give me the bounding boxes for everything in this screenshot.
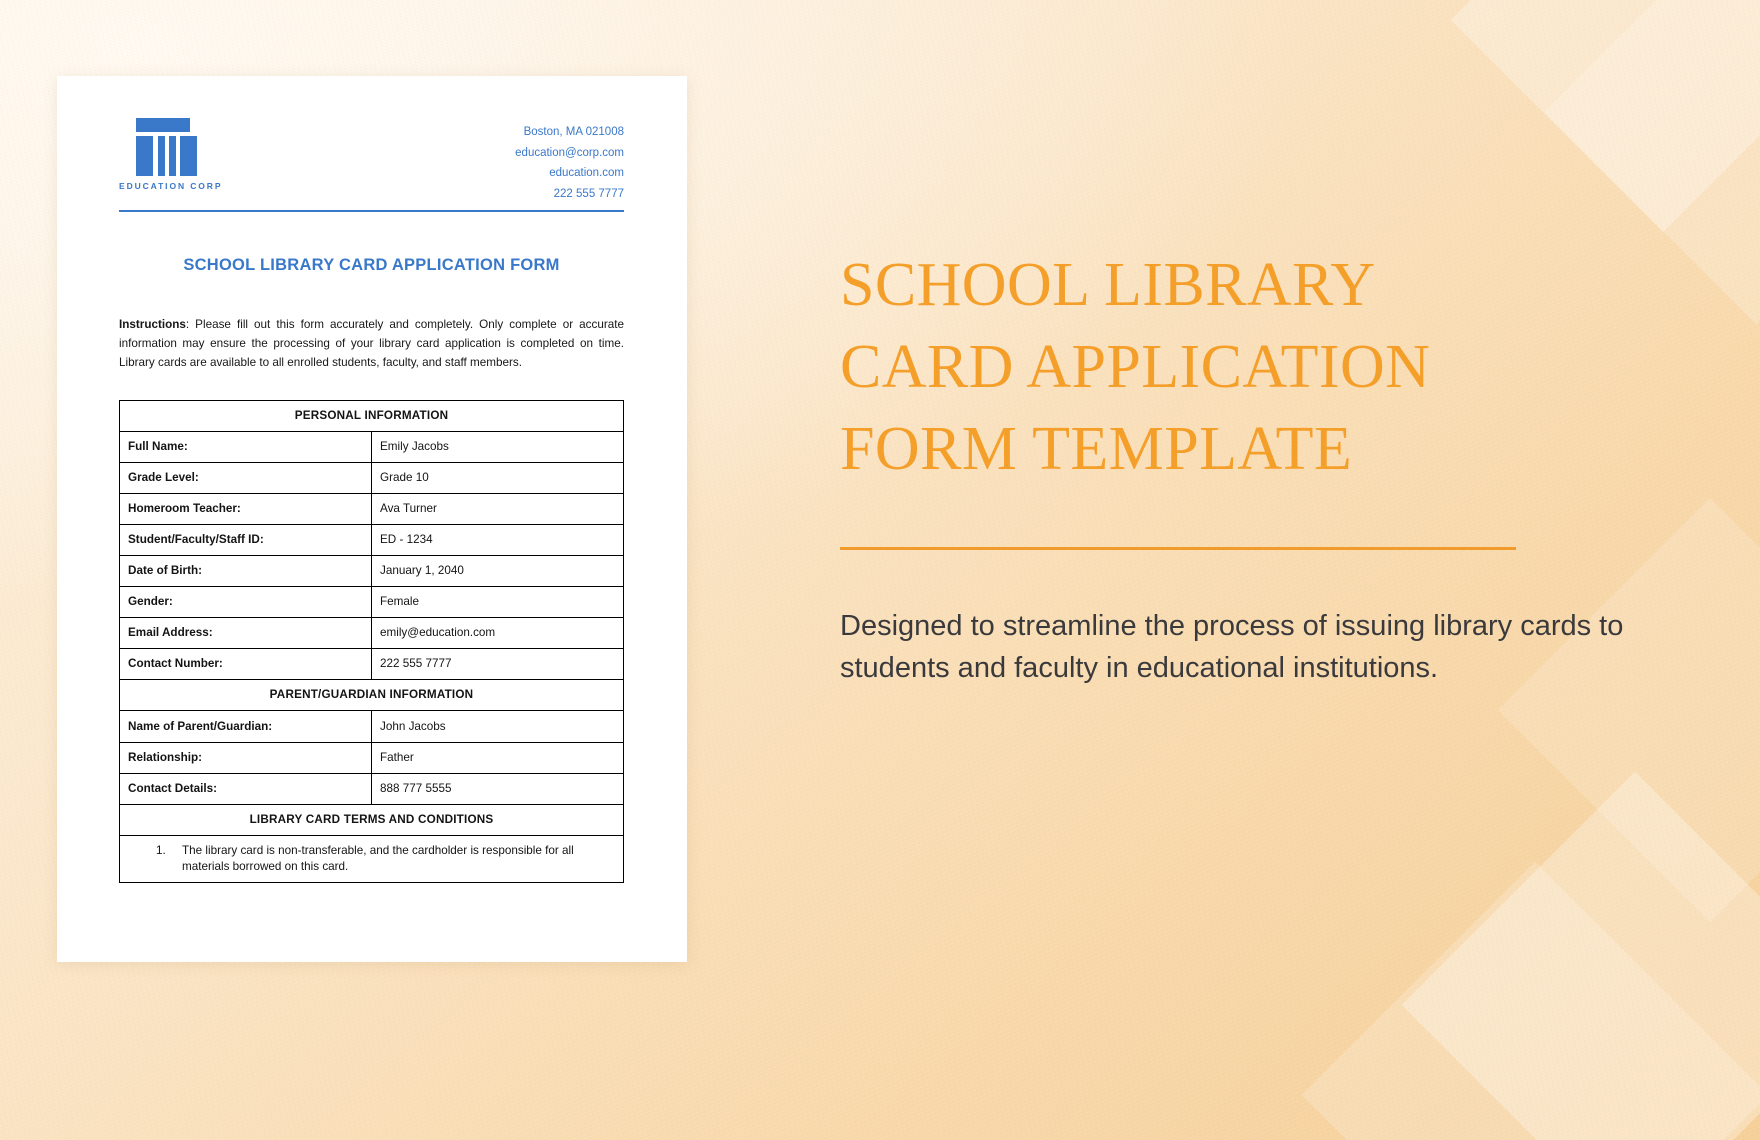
- contact-address: Boston, MA 021008: [523, 126, 624, 138]
- field-label-staff-id: Student/Faculty/Staff ID:: [120, 525, 372, 556]
- contact-phone: 222 555 7777: [553, 187, 624, 200]
- promo-description: Designed to streamline the process of issuing library cards to students and faculty in educational institutions.: [840, 610, 1624, 684]
- instructions-paragraph: [119, 315, 624, 372]
- field-value-gender[interactable]: Female: [372, 587, 624, 618]
- chevron-right-middle-icon: [1498, 498, 1760, 922]
- application-form-table: [119, 400, 624, 883]
- table-row: [120, 711, 624, 743]
- classical-building-columns-icon: [124, 118, 190, 176]
- field-label-contact-number: Contact Number:: [120, 649, 372, 680]
- contact-email: education@corp.com: [515, 146, 624, 159]
- section-header-row: [120, 680, 624, 711]
- field-value-grade-level[interactable]: Grade 10: [372, 463, 624, 494]
- chevron-top-right-secondary-icon: [1544, 0, 1760, 324]
- form-table-body: [120, 401, 624, 883]
- section-heading-personal: PERSONAL INFORMATION: [120, 401, 624, 432]
- table-row: [120, 649, 624, 680]
- letterhead: [119, 110, 624, 206]
- field-value-parent-name[interactable]: John Jacobs: [372, 711, 624, 743]
- chevron-top-right-icon: [1451, 0, 1760, 232]
- chevron-bottom-right-icon: [1402, 772, 1760, 1140]
- list-item: [128, 843, 615, 875]
- field-label-contact-details: Contact Details:: [120, 774, 372, 805]
- table-row: [120, 743, 624, 774]
- section-heading-parent-guardian: PARENT/GUARDIAN INFORMATION: [120, 680, 624, 711]
- instructions-text: : Please fill out this form accurately and completely. Only complete or accurate information may ensure the processing of your library card application is completed on time. Library cards are available to all enrolled students, faculty, and staff members.: [119, 318, 624, 369]
- instructions-label: Instructions: [119, 318, 186, 331]
- field-value-contact-details[interactable]: 888 777 5555: [372, 774, 624, 805]
- terms-row: [120, 836, 624, 883]
- table-row: [120, 587, 624, 618]
- table-row: [120, 463, 624, 494]
- field-label-relationship: Relationship:: [120, 743, 372, 774]
- table-row: [120, 618, 624, 649]
- field-value-relationship[interactable]: Father: [372, 743, 624, 774]
- document-title: SCHOOL LIBRARY CARD APPLICATION FORM: [183, 256, 560, 274]
- promo-title: SCHOOL LIBRARY CARD APPLICATION FORM TEMPLATE: [840, 251, 1431, 483]
- field-value-full-name[interactable]: Emily Jacobs: [372, 432, 624, 463]
- field-label-grade-level: Grade Level:: [120, 463, 372, 494]
- field-value-date-of-birth[interactable]: January 1, 2040: [372, 556, 624, 587]
- term-text: The library card is non-transferable, and the cardholder is responsible for all materials borrowed on this card.: [182, 844, 574, 873]
- brand-block: [119, 110, 222, 191]
- contact-block: [515, 110, 624, 204]
- field-label-homeroom-teacher: Homeroom Teacher:: [120, 494, 372, 525]
- brand-name: EDUCATION CORP: [119, 181, 223, 191]
- table-row: [120, 494, 624, 525]
- field-label-full-name: Full Name:: [120, 432, 372, 463]
- field-value-email-address[interactable]: emily@education.com: [372, 618, 624, 649]
- field-label-gender: Gender:: [120, 587, 372, 618]
- field-label-parent-name: Name of Parent/Guardian:: [120, 711, 372, 743]
- section-header-row: [120, 805, 624, 836]
- field-value-homeroom-teacher[interactable]: Ava Turner: [372, 494, 624, 525]
- section-header-row: [120, 401, 624, 432]
- field-value-contact-number[interactable]: 222 555 7777: [372, 649, 624, 680]
- promo-divider: [840, 547, 1516, 550]
- table-row: [120, 432, 624, 463]
- field-label-date-of-birth: Date of Birth:: [120, 556, 372, 587]
- terms-cell: [120, 836, 624, 883]
- field-value-staff-id[interactable]: ED - 1234: [372, 525, 624, 556]
- document-preview: [57, 76, 687, 962]
- section-heading-terms: LIBRARY CARD TERMS AND CONDITIONS: [120, 805, 624, 836]
- table-row: [120, 525, 624, 556]
- table-row: [120, 774, 624, 805]
- chevron-bottom-right-secondary-icon: [1302, 862, 1760, 1140]
- contact-website: education.com: [549, 167, 624, 179]
- table-row: [120, 556, 624, 587]
- field-label-email-address: Email Address:: [120, 618, 372, 649]
- term-number: 1.: [156, 844, 166, 857]
- letterhead-divider: [119, 210, 624, 212]
